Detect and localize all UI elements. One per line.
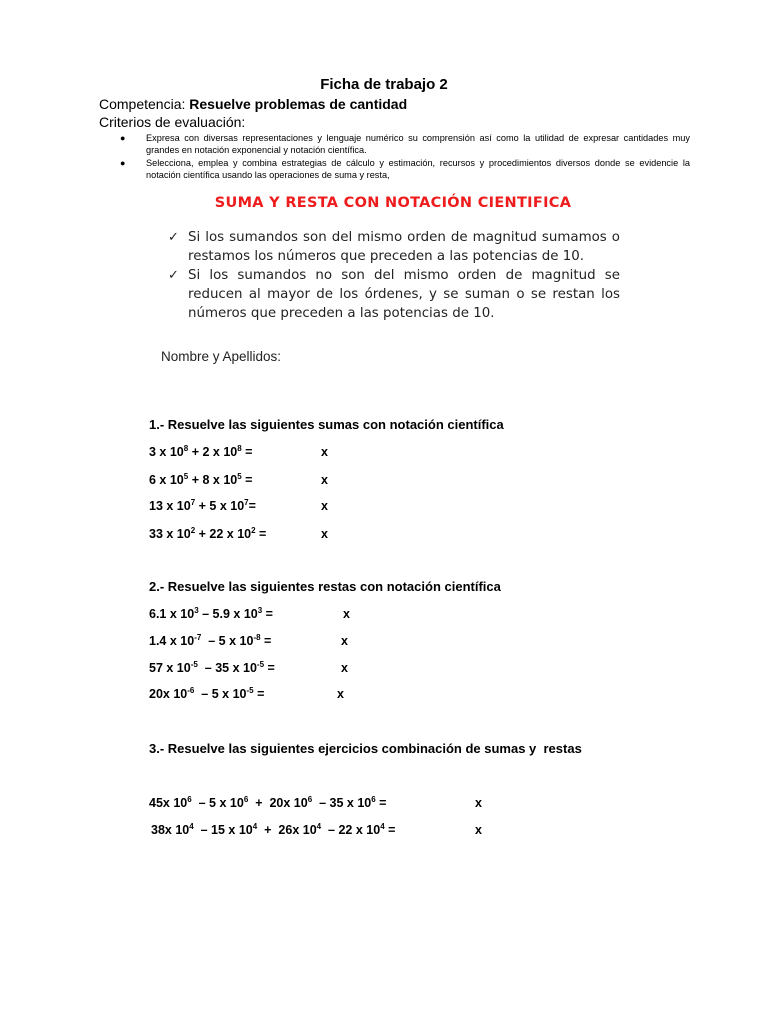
answer-mark: x [475,796,482,810]
bullet-dot-icon: ● [120,133,126,143]
exercise-2-3: 57 x $10^{-5} - 35$ x $10^{-5}$ = [149,660,275,676]
exercise-1-1: 3 x $10^8 + 2$ x $10^8$ = [149,444,253,460]
exercise-2-1: 6.1 x $10^3 - 5.9$ x $10^3$ = [149,606,273,622]
answer-mark: x [341,661,348,675]
answer-mark: x [321,499,328,513]
answer-mark: x [337,687,344,701]
exercise-3-1: 45x $10^6 - 5$ x $10^6 + 20x$ $10^6 - 35$ x $10^6$ = [149,795,387,811]
rules-list [168,228,620,323]
name-label: Nombre y Apellidos: [161,349,282,364]
rule-item: ✓ Si los sumandos no son del mismo orden de magnitud se reducen al mayor de los órdenes, y se suman o se restan los números que preceden a las potencias de 10. [168,268,620,321]
criterios-label: Criterios de evaluación: [99,114,246,130]
answer-mark: x [321,445,328,459]
criterio-item: ● Expresa con diversas representaciones y lenguaje numérico su comprensión así como la utilidad de expresar cantidades muy grandes en notación exponencial y notación científica. [120,133,690,155]
competencia-label: Competencia: [99,96,186,112]
banner-title: SUMA Y RESTA CON NOTACIÓN CIENTIFICA [214,195,572,211]
exercise-1-3: 13 x $10^7 + 5$ x $10^7=$ [149,498,256,514]
answer-mark: x [321,527,328,541]
exercise-3-2: 38x $10^4 - 15$ x $10^4 + 26x$ $10^4 - 22$ x $10^4$ = [151,822,396,838]
answer-mark: x [321,473,328,487]
answer-mark: x [475,823,482,837]
checkmark-icon: ✓ [168,268,179,283]
answer-mark: x [341,634,348,648]
exercise-2-4: 20x $10^{-6} - 5$ x $10^{-5}$ = [149,686,265,702]
checkmark-icon: ✓ [168,230,179,245]
criterio-item: ● Selecciona, emplea y combina estrategias de cálculo y estimación, recursos y procedimientos diversos donde se evidencie la notación científica usando las operaciones de suma y resta, [120,158,690,180]
page-title: Ficha de trabajo 2 [320,76,448,93]
competencia-value: Resuelve problemas de cantidad [189,96,408,112]
answer-mark: x [343,607,350,621]
rule-item: ✓ Si los sumandos son del mismo orden de magnitud sumamos o restamos los números que preceden a las potencias de 10. [168,230,620,264]
exercise-1-4: 33 x $10^2 + 22$ x $10^2$ = [149,526,267,542]
criterios-list [120,132,690,182]
section2-heading: 2.- Resuelve las siguientes restas con notación científica [149,579,501,594]
section1-heading: 1.- Resuelve las siguientes sumas con notación científica [149,417,504,432]
competencia-line [99,96,407,112]
exercise-2-2: 1.4 x $10^{-7} - 5$ x $10^{-8}$ = [149,633,272,649]
section3-heading: 3.- Resuelve las siguientes ejercicios combinación de sumas y restas [149,741,582,756]
bullet-dot-icon: ● [120,158,126,168]
exercise-1-2: 6 x $10^5 + 8$ x $10^5$ = [149,472,253,488]
